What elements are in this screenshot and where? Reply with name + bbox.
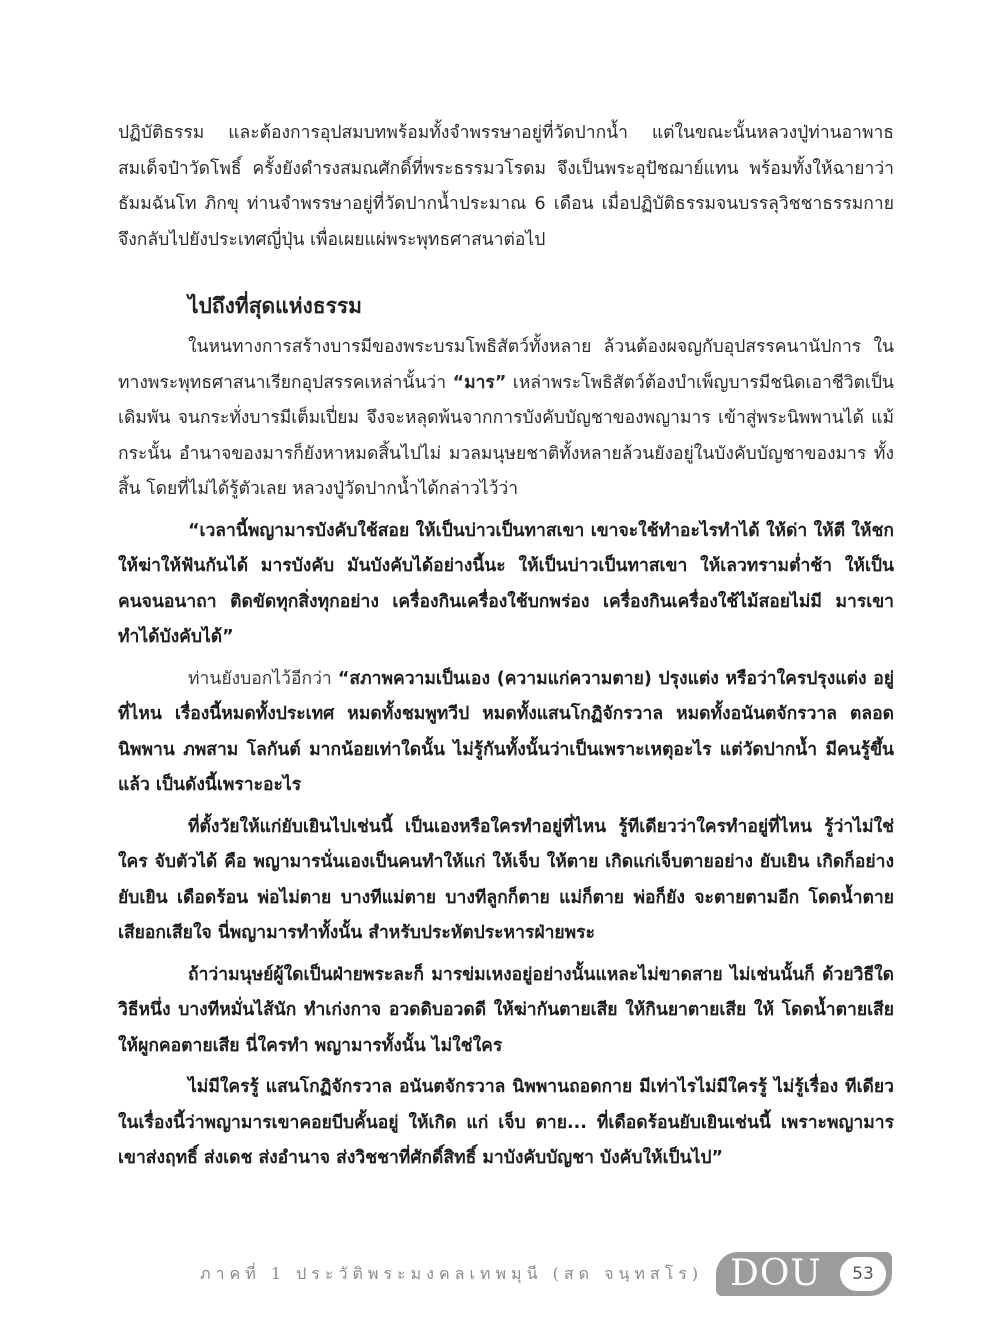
page-body: [118, 116, 894, 1177]
quote-1: “เวลานี้พญามารบังคับใช้สอย ให้เป็นบ่าวเป็นทาสเขา เขาจะใช้ทำอะไรทำได้ ให้ด่า ให้ตี ให้ชก ให้ฆ่าให้ฟันกันได้ มารบังคับ มันบังคับได้อย่างนี้นะ ให้เป็นบ่าวเป็นทาสเขา ให้เลวทรามต่ำช้า ให้เป็นคนจนอนาถา ติดขัดทุกสิ่งทุกอย่าง เครื่องกินเครื่องใช้บกพร่อง เครื่องกินเครื่องใช้ไม้สอยไม่มี มารเขาทำได้บังคับได้”: [118, 520, 894, 647]
quote-2-lead: ท่านยังบอกไว้อีกว่า: [188, 668, 338, 689]
quote-5: ไม่มีใครรู้ แสนโกฏิจักรวาล อนันตจักรวาล นิพพานถอดกาย มีเท่าไรไม่มีใครรู้ ไม่รู้เรื่อง ทีเดียว ในเรื่องนี้ว่าพญามารเขาคอยบีบคั้นอยู่ ให้เกิด แก่ เจ็บ ตาย... ที่เดือดร้อนยับเยินเช่นนี้ เพราะพญามารเขาส่งฤทธิ์ ส่งเดช ส่งอำนาจ ส่งวิชชาที่ศักดิ์สิทธิ์ มาบังคับบัญชา บังคับให้เป็นไป”: [118, 1077, 894, 1168]
quote-2-text: “สภาพความเป็นเอง (ความแก่ความตาย) ปรุงแต่ง หรือว่าใครปรุงแต่ง อยู่ที่ไหน เรื่องนี้หมดทั้งประเทศ หมดทั้งชมพูทวีป หมดทั้งแสนโกฏิจักรวาล หมดทั้งอนันตจักรวาล ตลอดนิพพาน ภพสาม โลกันต์ มากน้อยเท่าใดนั้น ไม่รู้กันทั้งนั้นว่าเป็นเพราะเหตุอะไร แต่วัดปากน้ำ มีคนรู้ขึ้นแล้ว เป็นดังนี้เพราะอะไร: [118, 668, 894, 795]
page-footer: [0, 1248, 1000, 1298]
paragraph-mara-part1: ในหนทางการสร้างบารมีของพระบรมโพธิสัตว์ทั้งหลาย ล้วนต้องผจญกับอุปสรรคนานัปการ ในทางพระพุทธศาสนาเรียกอุปสรรคเหล่านั้นว่า: [118, 337, 894, 393]
paragraph-mara: [118, 330, 894, 508]
page-number: 53: [840, 1257, 886, 1291]
paragraph-mara-part2: เหล่าพระโพธิสัตว์ต้องบำเพ็ญบารมีชนิดเอาชีวิตเป็นเดิมพัน จนกระทั่งบารมีเต็มเปี่ยม จึงจะหลุดพ้นจากการบังคับบัญชาของพญามาร เข้าสู่พระนิพพานได้ แม้กระนั้น อำนาจของมารก็ยังหาหมดสิ้นไปไม่ มวลมนุษยชาติทั้งหลายล้วนยังอยู่ในบังคับบัญชาของมาร ทั้งสิ้น โดยที่ไม่ได้รู้ตัวเลย หลวงปู่วัดปากน้ำได้กล่าวไว้ว่า: [118, 372, 894, 499]
section-heading: ไปถึงที่สุดแห่งธรรม: [188, 294, 363, 318]
dou-logo: DOU: [730, 1253, 822, 1294]
mara-term: “มาร”: [452, 372, 507, 393]
quote-2: [118, 662, 894, 804]
paragraph-intro: ปฏิบัติธรรม และต้องการอุปสมบทพร้อมทั้งจำพรรษาอยู่ที่วัดปากน้ำ แต่ในขณะนั้นหลวงปู่ท่านอาพาธ สมเด็จป๋าวัดโพธิ์ ครั้งยังดำรงสมณศักดิ์ที่พระธรรมวโรดม จึงเป็นพระอุปัชฌาย์แทน พร้อมทั้งให้ฉายาว่า ธัมมฉันโท ภิกขุ ท่านจำพรรษาอยู่ที่วัดปากน้ำประมาณ 6 เดือน เมื่อปฏิบัติธรรมจนบรรลุวิชชาธรรมกาย จึงกลับไปยังประเทศญี่ปุ่น เพื่อเผยแผ่พระพุทธศาสนาต่อไป: [118, 123, 894, 250]
quote-3: ที่ตั้งวัยให้แก่ยับเยินไปเช่นนี้ เป็นเองหรือใครทำอยู่ที่ไหน รู้ทีเดียวว่าใครทำอยู่ที่ไหน รู้ว่าไม่ใช่ใคร จับตัวได้ คือ พญามารนั่นเองเป็นคนทำให้แก่ ให้เจ็บ ให้ตาย เกิดแก่เจ็บตายอย่าง ยับเยิน เกิดก็อย่าง ยับเยิน เดือดร้อน พ่อไม่ตาย บางทีแม่ตาย บางทีลูกก็ตาย แม่ก็ตาย พ่อก็ยัง จะตายตามอีก โดดน้ำตายเสียอกเสียใจ นี่พญามารทำทั้งนั้น สำหรับประหัตประหารฝ่ายพระ: [118, 816, 894, 943]
dou-badge: [716, 1252, 892, 1296]
quote-4: ถ้าว่ามนุษย์ผู้ใดเป็นฝ่ายพระละก็ มารข่มเหงอยู่อย่างนั้นแหละไม่ขาดสาย ไม่เช่นนั้นก็ ด้วยวิธีใดวิธีหนึ่ง บางทีหมั่นไส้นัก ทำเก่งกาจ อวดดิบอวดดี ให้ฆ่ากันตายเสีย ให้กินยาตายเสีย ให้ โดดน้ำตายเสีย ให้ผูกคอตายเสีย นี่ใครทำ พญามารทั้งนั้น ไม่ใช่ใคร: [118, 964, 894, 1056]
footer-title: ภาคที่ 1 ประวัติพระมงคลเทพมุนี (สด จนฺทสโร): [200, 1264, 704, 1283]
